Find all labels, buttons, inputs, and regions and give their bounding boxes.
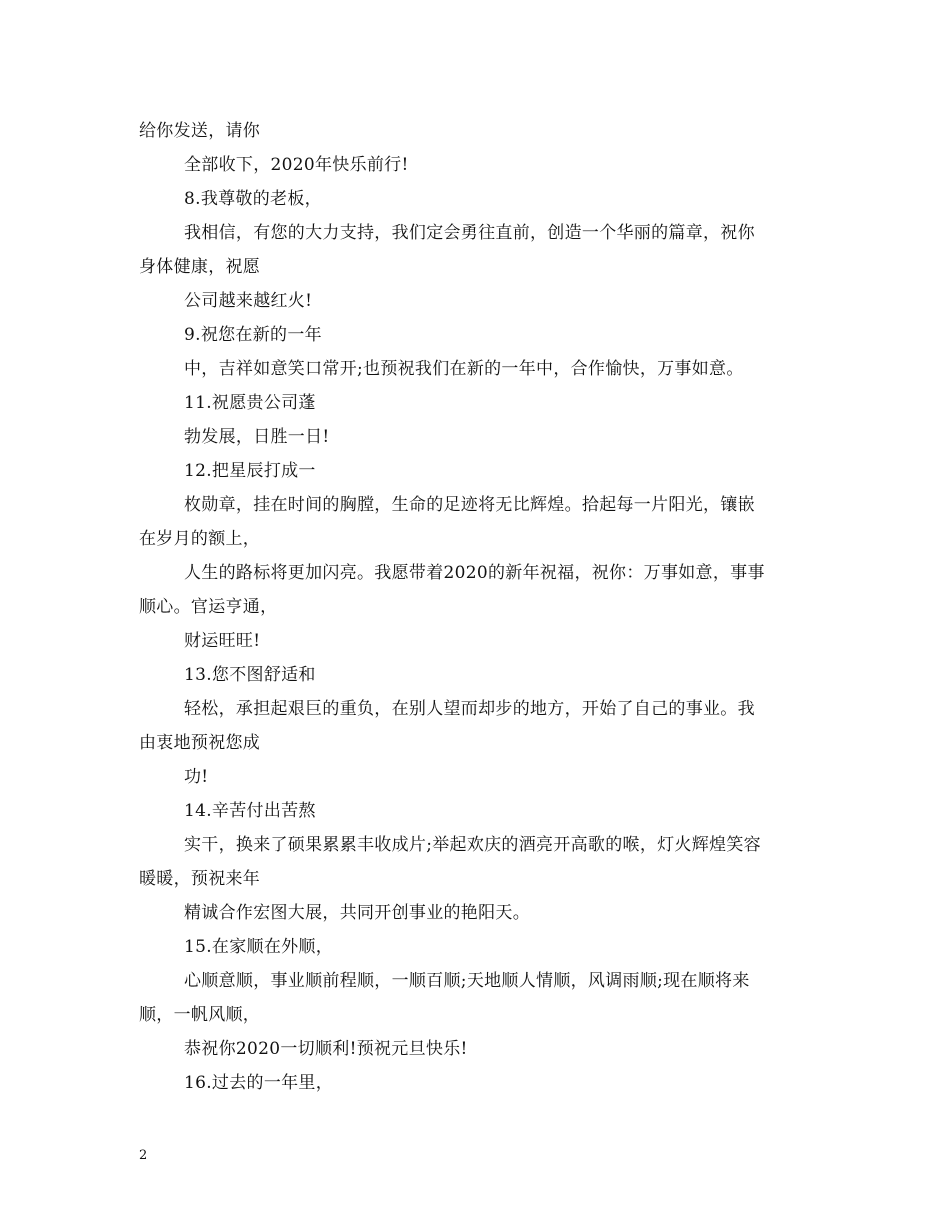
text-line: 勃发展，日胜一日! (184, 427, 330, 447)
page-number: 2 (139, 1148, 148, 1163)
text-line: 中，吉祥如意笑口常开;也预祝我们在新的一年中，合作愉快，万事如意。 (184, 359, 744, 379)
text-line: 8.我尊敬的老板， (184, 189, 322, 209)
text-line: 暖暖，预祝来年 (139, 869, 261, 889)
text-line: 9.祝您在新的一年 (184, 325, 322, 345)
text-line: 身体健康，祝愿 (139, 257, 261, 277)
text-line: 13.您不图舒适和 (184, 665, 316, 685)
text-line: 财运旺旺! (184, 631, 261, 651)
text-line: 精诚合作宏图大展，共同开创事业的艳阳天。 (184, 903, 530, 923)
text-line: 轻松，承担起艰巨的重负，在别人望而却步的地方，开始了自己的事业。我 (184, 699, 755, 719)
text-line: 14.辛苦付出苦熬 (184, 801, 316, 821)
text-line: 全部收下，2020年快乐前行! (184, 155, 409, 175)
text-line: 由衷地预祝您成 (139, 733, 261, 753)
text-line: 顺，一帆风顺， (139, 1005, 261, 1025)
text-line: 恭祝你2020一切顺利!预祝元旦快乐! (184, 1039, 468, 1059)
text-line: 功! (184, 767, 209, 787)
text-line: 我相信，有您的大力支持，我们定会勇往直前，创造一个华丽的篇章，祝你 (184, 223, 755, 243)
document-body (139, 114, 819, 1100)
text-line: 实干，换来了硕果累累丰收成片;举起欢庆的酒亮开高歌的喉，灯火辉煌笑容 (184, 835, 761, 855)
text-line: 给你发送，请你 (139, 121, 261, 141)
text-line: 顺心。官运亨通， (139, 597, 278, 617)
text-line: 15.在家顺在外顺， (184, 937, 334, 957)
text-line: 16.过去的一年里， (184, 1073, 334, 1093)
text-line: 11.祝愿贵公司蓬 (184, 393, 316, 413)
text-line: 在岁月的额上， (139, 529, 261, 549)
text-line: 枚勋章，挂在时间的胸膛，生命的足迹将无比辉煌。拾起每一片阳光，镶嵌 (184, 495, 755, 515)
text-line: 人生的路标将更加闪亮。我愿带着2020的新年祝福，祝你：万事如意，事事 (184, 563, 765, 583)
text-line: 公司越来越红火! (184, 291, 313, 311)
text-line: 心顺意顺，事业顺前程顺，一顺百顺;天地顺人情顺，风调雨顺;现在顺将来 (184, 971, 750, 991)
text-line: 12.把星辰打成一 (184, 461, 316, 481)
